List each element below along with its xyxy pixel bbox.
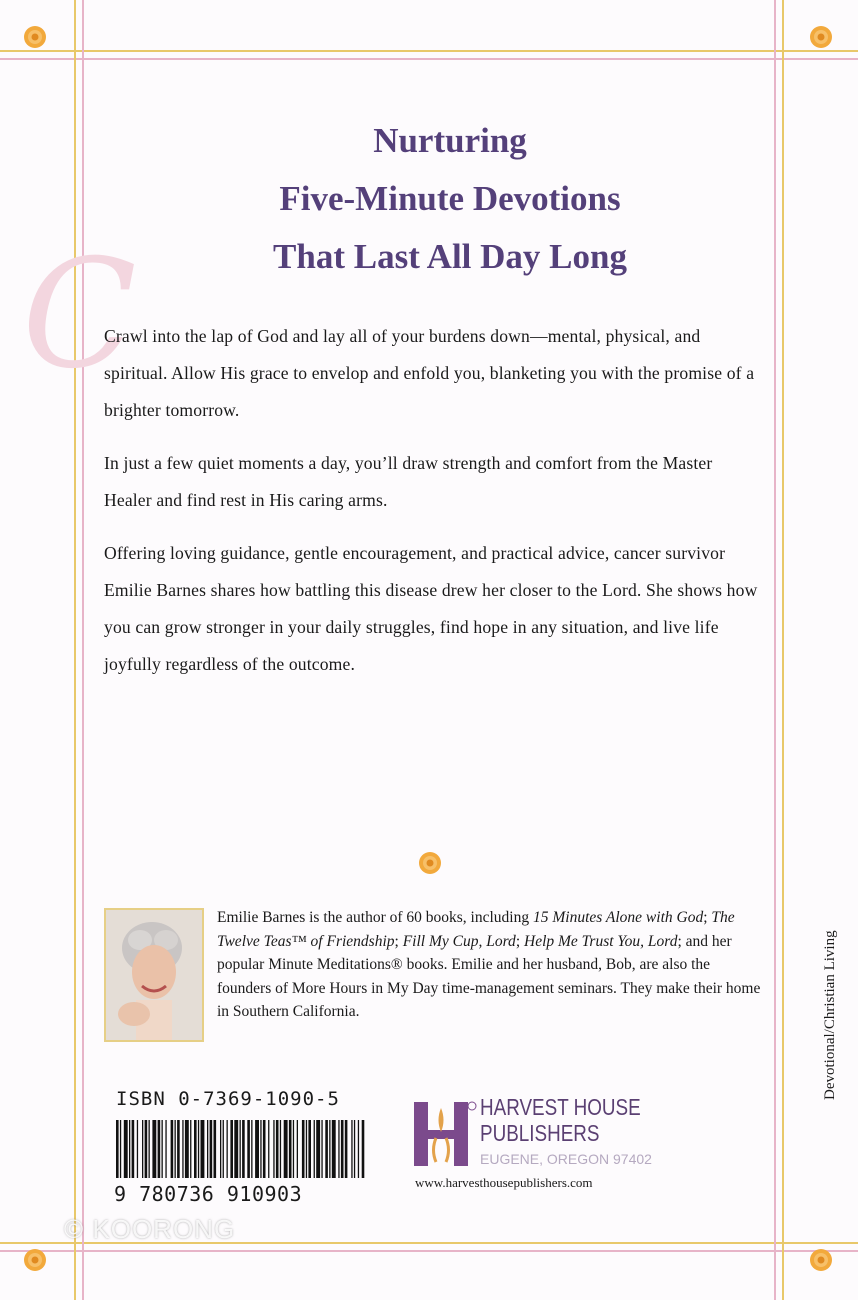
barcode-bar bbox=[289, 1120, 292, 1178]
description-paragraph-3: Offering loving guidance, gentle encouragement, and practical advice, cancer survivor Emilie Barnes shares how battling this disease drew her closer to the Lord. She shows how you can grow stronger in your daily struggles, find hope in any situation, and live life joyfully regardless of the outcome. bbox=[104, 543, 758, 674]
barcode-bar bbox=[124, 1120, 128, 1178]
barcode-bar bbox=[329, 1120, 330, 1178]
barcode-bar bbox=[362, 1120, 365, 1178]
barcode-bar bbox=[182, 1120, 183, 1178]
barcode-bar bbox=[137, 1120, 138, 1178]
barcode-bar bbox=[194, 1120, 197, 1178]
barcode-bar bbox=[341, 1120, 344, 1178]
barcode-bar bbox=[223, 1120, 224, 1178]
book-title: 15 Minutes Alone with God bbox=[532, 909, 704, 926]
barcode-bar bbox=[302, 1120, 305, 1178]
barcode-bar bbox=[242, 1120, 245, 1178]
barcode-bar bbox=[142, 1120, 143, 1178]
rose-ornament-icon bbox=[22, 1247, 48, 1273]
publisher-city: EUGENE, OREGON 97402 bbox=[480, 1151, 652, 1167]
barcode-bar bbox=[263, 1120, 266, 1178]
barcode-bar bbox=[345, 1120, 348, 1178]
headline-line-3: That Last All Day Long bbox=[273, 237, 627, 276]
barcode-bar bbox=[268, 1120, 269, 1178]
barcode-bar bbox=[276, 1120, 279, 1178]
barcode-bar bbox=[152, 1120, 156, 1178]
barcode-bar bbox=[230, 1120, 233, 1178]
barcode-bar bbox=[234, 1120, 238, 1178]
barcode-bar bbox=[158, 1120, 161, 1178]
barcode-bar bbox=[280, 1120, 281, 1178]
barcode-bar bbox=[214, 1120, 217, 1178]
barcode-bar bbox=[198, 1120, 199, 1178]
rose-ornament-icon bbox=[808, 24, 834, 50]
barcode-bar bbox=[255, 1120, 259, 1178]
book-title: The Twelve Teas™ of Friendship bbox=[217, 909, 735, 950]
description bbox=[104, 318, 764, 699]
barcode-bar bbox=[171, 1120, 174, 1178]
barcode-bar bbox=[314, 1120, 315, 1178]
barcode-bar bbox=[116, 1120, 119, 1178]
barcode-bar bbox=[332, 1120, 336, 1178]
barcode-bar bbox=[260, 1120, 261, 1178]
description-paragraph-1: Crawl into the lap of God and lay all of your burdens down—mental, physical, and spiritual. Allow His grace to envelop and enfold you, blanketing you with the promise of a brighter tomorrow. bbox=[104, 326, 755, 420]
watermark: © KOORONG bbox=[64, 1214, 236, 1244]
barcode-bar bbox=[321, 1120, 322, 1178]
barcode-bar bbox=[175, 1120, 176, 1178]
barcode-bar bbox=[325, 1120, 328, 1178]
publisher-url: www.harvesthousepublishers.com bbox=[415, 1175, 593, 1190]
barcode-bar bbox=[201, 1120, 205, 1178]
decorative-script-letter-icon: C bbox=[22, 228, 137, 402]
publisher-name-line-2: PUBLISHERS bbox=[480, 1120, 600, 1146]
rose-divider-icon bbox=[417, 850, 443, 876]
barcode-bar bbox=[297, 1120, 298, 1178]
publisher-name-line-1: HARVEST HOUSE bbox=[480, 1094, 641, 1120]
barcode-bar bbox=[129, 1120, 130, 1178]
barcode-bar bbox=[316, 1120, 320, 1178]
headline bbox=[160, 112, 740, 286]
barcode-bar bbox=[240, 1120, 241, 1178]
barcode-bar bbox=[358, 1120, 359, 1178]
bio-text: Emilie Barnes is the author of 60 books, including bbox=[217, 909, 533, 926]
barcode-bar bbox=[338, 1120, 339, 1178]
headline-line-1: Nurturing bbox=[373, 121, 527, 160]
barcode-bar bbox=[165, 1120, 166, 1178]
book-title: Help Me Trust You, Lord bbox=[524, 932, 678, 950]
rose-ornament-icon bbox=[808, 1247, 834, 1273]
bio-separator: ; bbox=[703, 909, 712, 926]
isbn-label: ISBN 0-7369-1090-5 bbox=[116, 1088, 340, 1110]
category-label: Devotional/Christian Living bbox=[822, 930, 838, 1100]
barcode-bar bbox=[354, 1120, 355, 1178]
barcode-bar bbox=[177, 1120, 180, 1178]
barcode-bar bbox=[251, 1120, 252, 1178]
barcode-bar bbox=[220, 1120, 221, 1178]
bio-text: ; and her popular Minute Meditations® books. Emilie and her husband, Bob, are also the founders of More Hours in My Day time-management seminars. They make their home in Southern California. bbox=[217, 932, 761, 1020]
publisher-logo-icon bbox=[414, 1098, 478, 1170]
barcode-bar bbox=[247, 1120, 250, 1178]
rose-ornament-icon bbox=[22, 24, 48, 50]
barcode-number: 9 780736 910903 bbox=[114, 1182, 303, 1206]
barcode bbox=[114, 1120, 366, 1178]
barcode-bar bbox=[308, 1120, 311, 1178]
author-photo bbox=[104, 908, 204, 1042]
author-bio bbox=[217, 906, 762, 1024]
publisher-name bbox=[480, 1094, 641, 1146]
barcode-bar bbox=[149, 1120, 150, 1178]
bio-separator: ; bbox=[515, 932, 524, 950]
barcode-bar bbox=[306, 1120, 307, 1178]
barcode-bar bbox=[284, 1120, 288, 1178]
description-paragraph-2: In just a few quiet moments a day, you’ll draw strength and comfort from the Master Healer and find rest in His caring arms. bbox=[104, 453, 713, 510]
barcode-bar bbox=[120, 1120, 121, 1178]
barcode-bar bbox=[227, 1120, 228, 1178]
barcode-bar bbox=[145, 1120, 148, 1178]
book-title: Fill My Cup, Lord bbox=[402, 932, 516, 950]
bio-separator: ; bbox=[394, 932, 403, 950]
barcode-bar bbox=[207, 1120, 208, 1178]
barcode-bar bbox=[210, 1120, 213, 1178]
barcode-bar bbox=[273, 1120, 274, 1178]
barcode-bar bbox=[351, 1120, 352, 1178]
barcode-bar bbox=[132, 1120, 135, 1178]
barcode-bar bbox=[162, 1120, 163, 1178]
barcode-bar bbox=[190, 1120, 191, 1178]
barcode-bar bbox=[185, 1120, 189, 1178]
barcode-bar bbox=[293, 1120, 294, 1178]
headline-line-2: Five-Minute Devotions bbox=[279, 179, 621, 218]
